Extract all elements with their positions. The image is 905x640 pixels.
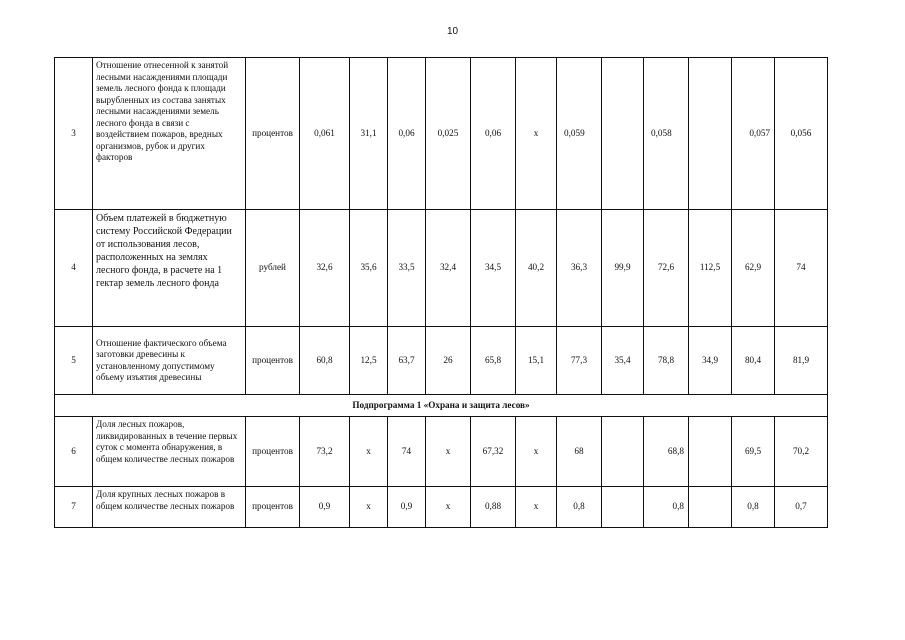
- value-cell: x: [350, 487, 388, 528]
- row-number: 3: [55, 58, 93, 210]
- table-row: [55, 210, 828, 327]
- value-cell: 34,9: [689, 327, 732, 395]
- value-cell: x: [350, 417, 388, 487]
- value-cell: 60,8: [300, 327, 350, 395]
- indicators-table: [54, 57, 828, 528]
- subprogram-header-row: [55, 395, 828, 417]
- value-cell: 0,8: [557, 487, 602, 528]
- unit-cell: процентов: [246, 327, 300, 395]
- indicator-description: Отношение фактического объема заготовки древесины к установленному допустимому объему изъятия древесины: [93, 327, 246, 395]
- value-cell: 73,2: [300, 417, 350, 487]
- unit-cell: процентов: [246, 58, 300, 210]
- value-cell: 0,059: [557, 58, 602, 210]
- value-cell: 72,6: [644, 210, 689, 327]
- row-number: 4: [55, 210, 93, 327]
- value-cell: 0,056: [775, 58, 828, 210]
- value-cell: 78,8: [644, 327, 689, 395]
- value-cell: x: [516, 487, 557, 528]
- value-cell: 0,025: [426, 58, 471, 210]
- value-cell: 63,7: [388, 327, 426, 395]
- unit-cell: процентов: [246, 487, 300, 528]
- value-cell: x: [516, 58, 557, 210]
- value-cell: 70,2: [775, 417, 828, 487]
- value-cell: 69,5: [732, 417, 775, 487]
- value-cell: x: [516, 417, 557, 487]
- value-cell: x: [426, 417, 471, 487]
- row-number: 6: [55, 417, 93, 487]
- indicator-description: Доля крупных лесных пожаров в общем количестве лесных пожаров: [93, 487, 246, 528]
- table-row: [55, 58, 828, 210]
- value-cell: 65,8: [471, 327, 516, 395]
- table-row: [55, 487, 828, 528]
- value-cell: 33,5: [388, 210, 426, 327]
- value-cell: 40,2: [516, 210, 557, 327]
- value-cell: 15,1: [516, 327, 557, 395]
- value-cell: 99,9: [602, 210, 644, 327]
- value-cell: 77,3: [557, 327, 602, 395]
- value-cell: 74: [388, 417, 426, 487]
- value-cell: 62,9: [732, 210, 775, 327]
- value-cell: 34,5: [471, 210, 516, 327]
- value-cell: [602, 487, 644, 528]
- value-cell: 35,4: [602, 327, 644, 395]
- value-cell: 68,8: [644, 417, 689, 487]
- value-cell: 32,6: [300, 210, 350, 327]
- value-cell: [602, 58, 644, 210]
- value-cell: 36,3: [557, 210, 602, 327]
- value-cell: [689, 487, 732, 528]
- unit-cell: рублей: [246, 210, 300, 327]
- page-number: 10: [446, 26, 459, 37]
- value-cell: 35,6: [350, 210, 388, 327]
- value-cell: 0,058: [644, 58, 689, 210]
- value-cell: 0,061: [300, 58, 350, 210]
- value-cell: 0,88: [471, 487, 516, 528]
- value-cell: [689, 417, 732, 487]
- value-cell: 0,7: [775, 487, 828, 528]
- value-cell: 74: [775, 210, 828, 327]
- value-cell: [689, 58, 732, 210]
- value-cell: 0,057: [732, 58, 775, 210]
- value-cell: [602, 417, 644, 487]
- value-cell: 0,8: [732, 487, 775, 528]
- value-cell: 0,06: [388, 58, 426, 210]
- value-cell: 0,9: [388, 487, 426, 528]
- row-number: 5: [55, 327, 93, 395]
- value-cell: 32,4: [426, 210, 471, 327]
- table-row: [55, 417, 828, 487]
- value-cell: 67,32: [471, 417, 516, 487]
- value-cell: 0,9: [300, 487, 350, 528]
- value-cell: 0,8: [644, 487, 689, 528]
- value-cell: 12,5: [350, 327, 388, 395]
- value-cell: 0,06: [471, 58, 516, 210]
- value-cell: 80,4: [732, 327, 775, 395]
- value-cell: x: [426, 487, 471, 528]
- indicator-description: Отношение отнесенной к занятой лесными насаждениями площади земель лесного фонда к площади вырубленных из состава занятых лесными насаждениями земель лесного фонда в связи с воздействием пожаров, вредных организмов, рубок и других факторов: [93, 58, 246, 210]
- value-cell: 26: [426, 327, 471, 395]
- indicator-description: Доля лесных пожаров, ликвидированных в течение первых суток с момента обнаружения, в общем количестве лесных пожаров: [93, 417, 246, 487]
- value-cell: 68: [557, 417, 602, 487]
- table-row: [55, 327, 828, 395]
- row-number: 7: [55, 487, 93, 528]
- subprogram-title: Подпрограмма 1 «Охрана и защита лесов»: [55, 395, 828, 417]
- indicator-description: Объем платежей в бюджетную систему Российской Федерации от использования лесов, расположенных на землях лесного фонда, в расчете на 1 гектар земель лесного фонда: [93, 210, 246, 327]
- value-cell: 31,1: [350, 58, 388, 210]
- unit-cell: процентов: [246, 417, 300, 487]
- value-cell: 81,9: [775, 327, 828, 395]
- value-cell: 112,5: [689, 210, 732, 327]
